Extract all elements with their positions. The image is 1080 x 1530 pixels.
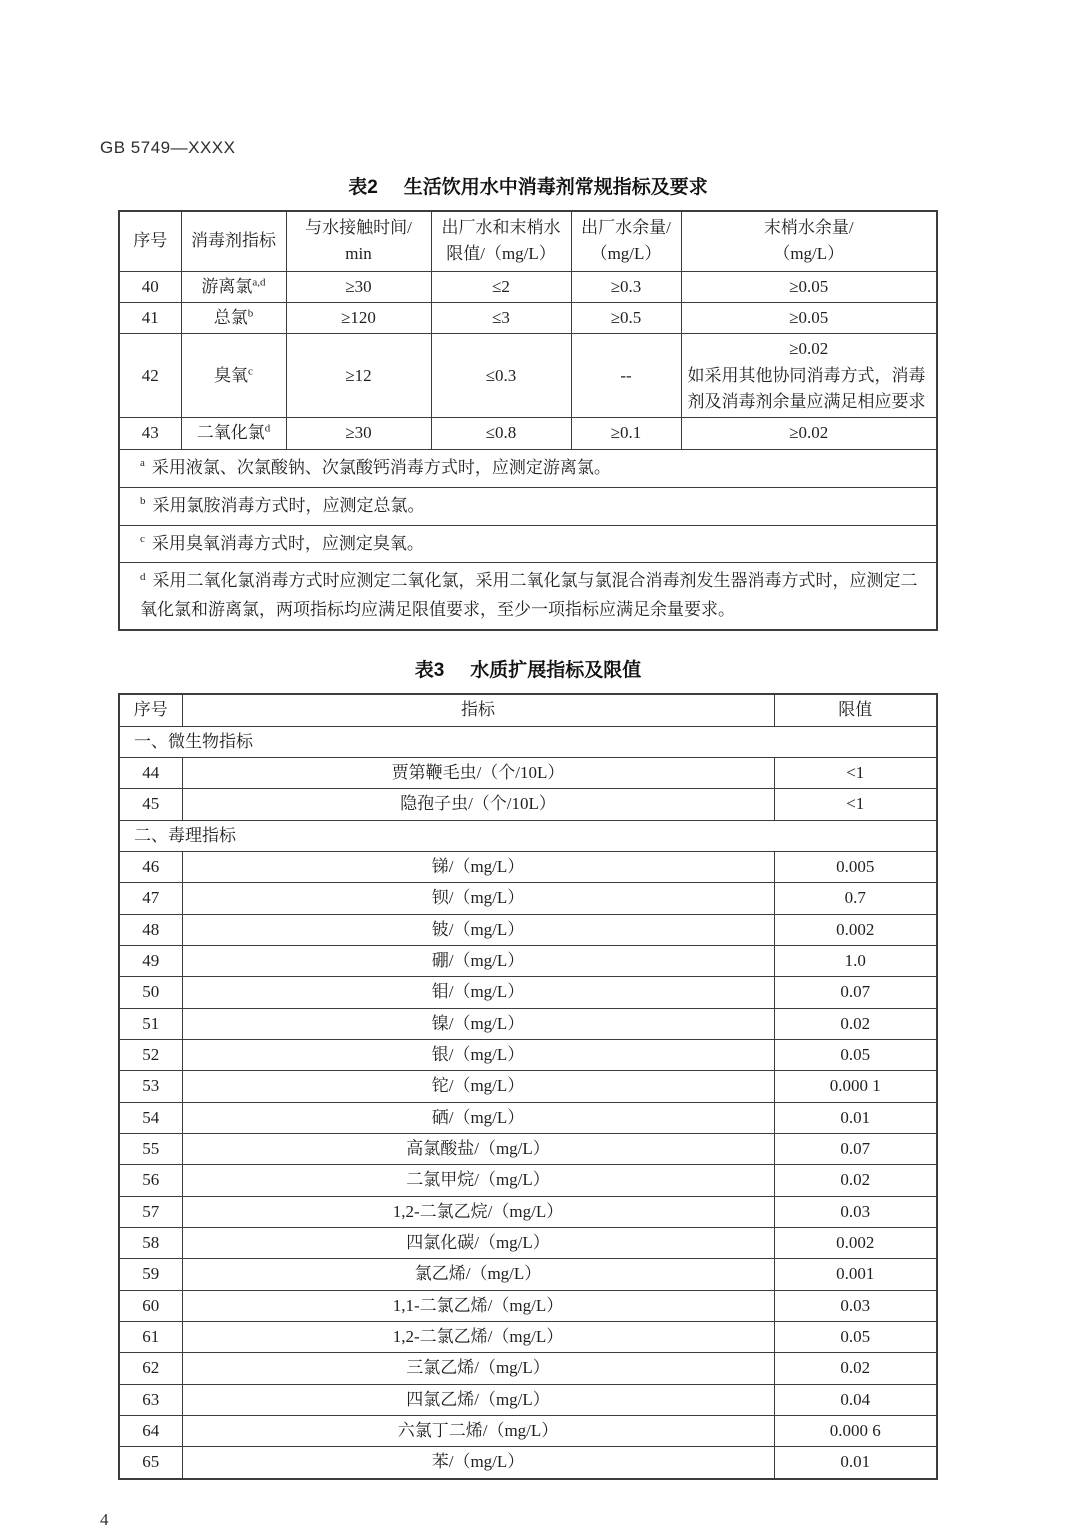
cell-limit-value: 1.0 [774, 945, 937, 976]
cell-row-number: 58 [119, 1228, 182, 1259]
cell-indicator-name: 镍/（mg/L） [182, 1008, 774, 1039]
cell-limit-value: 0.02 [774, 1353, 937, 1384]
table3-data-row [119, 757, 937, 788]
cell-indicator-name: 硼/（mg/L） [182, 945, 774, 976]
terminal-residual-value: ≥0.02 [789, 339, 829, 359]
table3-header-indicator: 指标 [182, 694, 774, 726]
cell-indicator-name: 氯乙烯/（mg/L） [182, 1259, 774, 1290]
cell-limit-value: 0.002 [774, 1228, 937, 1259]
cell-indicator-name: 苯/（mg/L） [182, 1447, 774, 1479]
cell-row-number: 55 [119, 1134, 182, 1165]
cell-indicator-name: 钼/（mg/L） [182, 977, 774, 1008]
table2-header-disinfectant [181, 211, 286, 271]
cell-limit-value: 0.000 6 [774, 1416, 937, 1447]
table2-data-row [119, 418, 937, 449]
cell-indicator-name: 六氯丁二烯/（mg/L） [182, 1416, 774, 1447]
cell-indicator-name: 高氯酸盐/（mg/L） [182, 1134, 774, 1165]
cell-limit-value: 0.03 [774, 1290, 937, 1321]
table2-disinfectant-table [118, 210, 938, 631]
cell-row-number: 41 [119, 303, 181, 334]
header-label-line2: （mg/L） [773, 244, 845, 264]
table2-footnote-row [119, 487, 937, 525]
table3-title-text: 水质扩展指标及限值 [470, 660, 642, 682]
table2-footnote-row [119, 449, 937, 487]
header-label-line2: min [345, 244, 372, 264]
footnote-marker: d [140, 570, 146, 583]
section-title: 一、微生物指标 [119, 726, 937, 757]
cell-row-number: 49 [119, 945, 182, 976]
cell-row-number: 44 [119, 757, 182, 788]
footnote-cell [119, 449, 937, 487]
terminal-residual-value: ≥0.02 [789, 423, 829, 443]
cell-row-number: 59 [119, 1259, 182, 1290]
header-label-line1: 与水接触时间/ [305, 218, 412, 237]
footnote-text: 采用氯胺消毒方式时，应测定总氯。 [152, 495, 425, 515]
table3-data-row [119, 1353, 937, 1384]
table3-data-row [119, 883, 937, 914]
footnote-marker: a [140, 457, 145, 470]
cell-contact-time: ≥30 [286, 271, 431, 302]
cell-indicator-name: 三氯乙烯/（mg/L） [182, 1353, 774, 1384]
cell-indicator-name: 铍/（mg/L） [182, 914, 774, 945]
cell-row-number: 60 [119, 1290, 182, 1321]
cell-indicator-name: 1,2-二氯乙烷/（mg/L） [182, 1196, 774, 1227]
table2-title-text: 生活饮用水中消毒剂常规指标及要求 [403, 177, 708, 198]
table3-data-row [119, 914, 937, 945]
cell-row-number: 56 [119, 1165, 182, 1196]
table3-data-row [119, 1228, 937, 1259]
table3-data-row [119, 1071, 937, 1102]
table2-data-row [119, 334, 937, 418]
cell-limit-value: 0.000 1 [774, 1071, 937, 1102]
footnote-marker: c [140, 532, 145, 545]
table3-header-row [119, 694, 937, 726]
cell-indicator-name: 二氯甲烷/（mg/L） [182, 1165, 774, 1196]
cell-row-number: 65 [119, 1447, 182, 1479]
cell-row-number: 50 [119, 977, 182, 1008]
cell-limit-value: <1 [774, 789, 937, 820]
cell-terminal-residual [681, 303, 937, 334]
cell-row-number: 62 [119, 1353, 182, 1384]
cell-indicator-name: 1,1-二氯乙烯/（mg/L） [182, 1290, 774, 1321]
table3-data-row [119, 1322, 937, 1353]
table3-section-row-microbial [119, 726, 937, 757]
cell-row-number: 51 [119, 1008, 182, 1039]
header-label: 消毒剂指标 [191, 231, 276, 251]
cell-limit-value: 0.07 [774, 977, 937, 1008]
terminal-residual-value: ≥0.05 [789, 308, 829, 328]
cell-terminal-residual [681, 271, 937, 302]
table3-data-row [119, 1039, 937, 1070]
document-page [100, 0, 938, 1530]
section-title: 二、毒理指标 [119, 820, 937, 851]
cell-indicator-name: 四氯化碳/（mg/L） [182, 1228, 774, 1259]
cell-limit-value: 0.03 [774, 1196, 937, 1227]
table3-data-row [119, 1008, 937, 1039]
table2-data-row [119, 271, 937, 302]
cell-indicator-name: 银/（mg/L） [182, 1039, 774, 1070]
table2-title-label: 表2 [348, 177, 378, 198]
cell-indicator-name: 1,2-二氯乙烯/（mg/L） [182, 1322, 774, 1353]
table3-data-row [119, 1447, 937, 1479]
cell-limit-value: 0.001 [774, 1259, 937, 1290]
terminal-residual-value: ≥0.05 [789, 276, 829, 296]
table3-data-row [119, 851, 937, 882]
footnote-marker: a,d [252, 276, 266, 289]
cell-row-number: 43 [119, 418, 181, 449]
cell-row-number: 53 [119, 1071, 182, 1102]
cell-limit-value: ≤3 [431, 303, 571, 334]
table2-header-no [119, 211, 181, 271]
table3-header-no: 序号 [119, 694, 182, 726]
footnote-cell [119, 487, 937, 525]
disinfectant-name: 游离氯 [201, 276, 253, 296]
cell-indicator-name: 贾第鞭毛虫/（个/10L） [182, 757, 774, 788]
cell-limit-value: 0.005 [774, 851, 937, 882]
cell-row-number: 63 [119, 1384, 182, 1415]
footnote-text: 采用液氯、次氯酸钠、次氯酸钙消毒方式时，应测定游离氯。 [151, 457, 611, 477]
footnote-marker: d [264, 422, 271, 435]
table2-footnote-row [119, 525, 937, 563]
cell-row-number: 40 [119, 271, 181, 302]
header-label: 序号 [133, 231, 168, 251]
table2-footnote-row [119, 563, 937, 630]
footnote-text: 采用臭氧消毒方式时，应测定臭氧。 [151, 533, 424, 553]
table3-section-row-toxicological [119, 820, 937, 851]
footnote-text: 采用二氧化氯消毒方式时应测定二氧化氯，采用二氧化氯与氯混合消毒剂发生器消毒方式时，应测定二氧化氯和游离氯，两项指标均应满足限值要求，至少一项指标应满足余量要求。 [140, 571, 918, 620]
cell-limit-value: 0.07 [774, 1134, 937, 1165]
table3-data-row [119, 977, 937, 1008]
cell-row-number: 45 [119, 789, 182, 820]
disinfectant-name: 臭氧 [214, 365, 249, 385]
cell-terminal-residual [681, 334, 937, 418]
table3-data-row [119, 1416, 937, 1447]
cell-row-number: 48 [119, 914, 182, 945]
cell-contact-time: ≥120 [286, 303, 431, 334]
header-label-line2: 限值/（mg/L） [446, 244, 556, 264]
table3-data-row [119, 1290, 937, 1321]
footnote-marker: b [247, 307, 254, 320]
cell-disinfectant-name [181, 334, 286, 418]
disinfectant-name: 二氧化氯 [196, 423, 265, 443]
cell-limit-value: 0.01 [774, 1447, 937, 1479]
cell-contact-time: ≥12 [286, 334, 431, 418]
table2-data-row [119, 303, 937, 334]
cell-limit-value: 0.05 [774, 1322, 937, 1353]
terminal-residual-note: 如采用其他协同消毒方式，消毒剂及消毒剂余量应满足相应要求 [687, 365, 926, 412]
cell-limit-value: 0.05 [774, 1039, 937, 1070]
table2-header-factory-residual [571, 211, 681, 271]
cell-factory-residual: ≥0.1 [571, 418, 681, 449]
cell-limit-value: 0.02 [774, 1008, 937, 1039]
cell-row-number: 54 [119, 1102, 182, 1133]
table2-header-contact-time [286, 211, 431, 271]
table3-title-label: 表3 [414, 660, 445, 682]
table3-title [118, 655, 938, 682]
cell-indicator-name: 铊/（mg/L） [182, 1071, 774, 1102]
header-label-line2: （mg/L） [590, 244, 662, 264]
table2-header-terminal-residual [681, 211, 937, 271]
cell-row-number: 52 [119, 1039, 182, 1070]
disinfectant-name: 总氯 [213, 308, 248, 328]
table2-title [118, 172, 938, 199]
cell-indicator-name: 四氯乙烯/（mg/L） [182, 1384, 774, 1415]
cell-indicator-name: 隐孢子虫/（个/10L） [182, 789, 774, 820]
cell-limit-value: ≤0.8 [431, 418, 571, 449]
table3-data-row [119, 1196, 937, 1227]
table3-data-row [119, 1384, 937, 1415]
cell-limit-value: ≤0.3 [431, 334, 571, 418]
header-label-line1: 出厂水和末梢水 [441, 218, 561, 237]
cell-indicator-name: 硒/（mg/L） [182, 1102, 774, 1133]
table3-data-row [119, 1165, 937, 1196]
cell-factory-residual: ≥0.5 [571, 303, 681, 334]
footnote-marker: c [248, 365, 253, 378]
cell-limit-value: 0.002 [774, 914, 937, 945]
table2-header-row [119, 211, 937, 271]
cell-row-number: 42 [119, 334, 181, 418]
standard-number: GB 5749—XXXX [100, 138, 236, 157]
header-label-line1: 末梢水余量/ [763, 218, 854, 237]
cell-row-number: 57 [119, 1196, 182, 1227]
cell-row-number: 64 [119, 1416, 182, 1447]
cell-indicator-name: 钡/（mg/L） [182, 883, 774, 914]
cell-limit-value: <1 [774, 757, 937, 788]
table3-data-row [119, 945, 937, 976]
cell-limit-value: 0.04 [774, 1384, 937, 1415]
cell-limit-value: 0.7 [774, 883, 937, 914]
footnote-marker: b [140, 494, 146, 507]
cell-row-number: 46 [119, 851, 182, 882]
cell-limit-value: 0.02 [774, 1165, 937, 1196]
cell-indicator-name: 锑/（mg/L） [182, 851, 774, 882]
cell-limit-value: ≤2 [431, 271, 571, 302]
page-number: 4 [100, 1509, 109, 1529]
table3-extended-indicators-table [118, 693, 938, 1480]
table3-data-row [119, 1102, 937, 1133]
table3-header-limit: 限值 [774, 694, 937, 726]
cell-disinfectant-name [181, 418, 286, 449]
cell-disinfectant-name [181, 271, 286, 302]
footnote-cell [119, 563, 937, 630]
table2-header-limit [431, 211, 571, 271]
footnote-cell [119, 525, 937, 563]
table3-data-row [119, 1134, 937, 1165]
cell-row-number: 47 [119, 883, 182, 914]
cell-factory-residual: ≥0.3 [571, 271, 681, 302]
table3-data-row [119, 1259, 937, 1290]
cell-factory-residual: -- [571, 334, 681, 418]
cell-terminal-residual [681, 418, 937, 449]
cell-disinfectant-name [181, 303, 286, 334]
header-label-line1: 出厂水余量/ [581, 218, 671, 237]
cell-contact-time: ≥30 [286, 418, 431, 449]
cell-limit-value: 0.01 [774, 1102, 937, 1133]
table3-data-row [119, 789, 937, 820]
cell-row-number: 61 [119, 1322, 182, 1353]
